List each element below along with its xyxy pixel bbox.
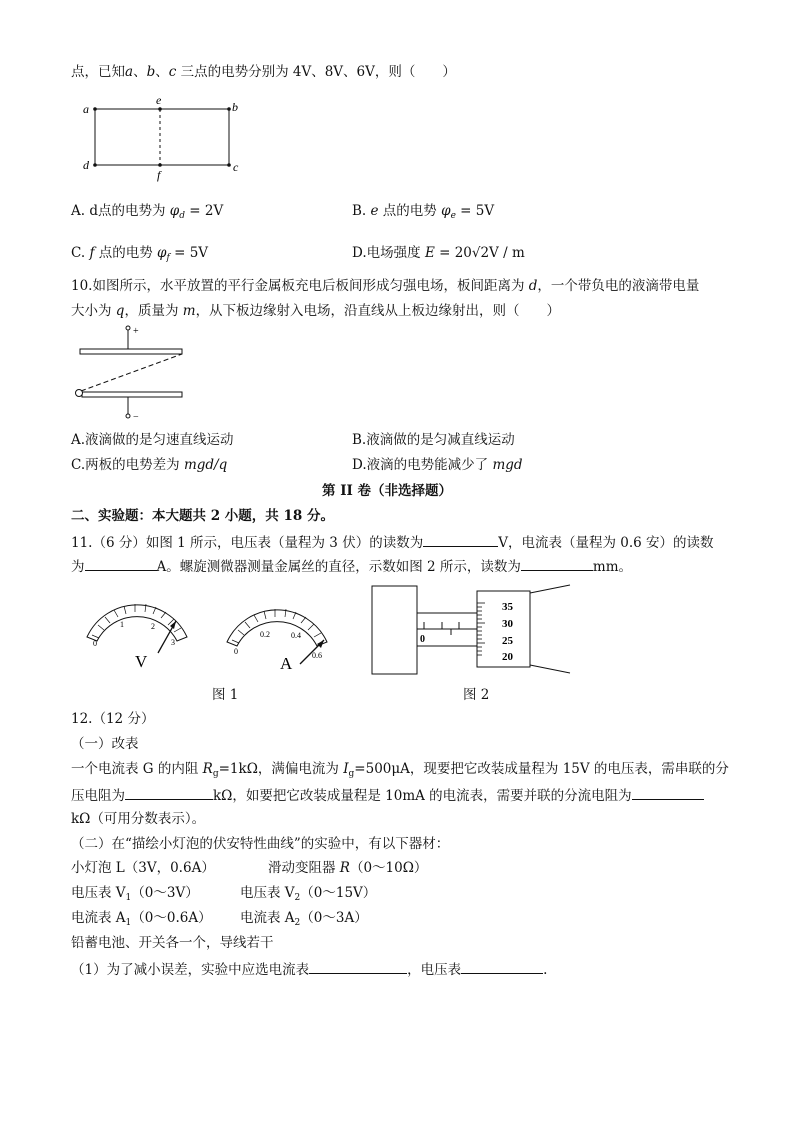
ammeter-tick-0-4: 0.4 [291, 631, 301, 640]
item-battery: 铅蓄电池、开关各一个，导线若干 [71, 935, 274, 951]
label-a: a [83, 102, 89, 116]
label-f: f [157, 168, 161, 182]
q10-option-a: A.液滴做的是匀速直线运动 [71, 432, 234, 448]
q9-option-d: D.电场强度 E = 20√2V / m [352, 245, 525, 261]
q10-option-d: D.液滴的电势能减少了 mgd [352, 457, 523, 473]
voltmeter-tick-0: 0 [93, 639, 97, 648]
answer-blank[interactable] [125, 785, 213, 800]
label-b: b [232, 100, 238, 114]
q9-stem: 点，已知a、b、c 三点的电势分别为 4V、8V、6V，则（ ） [71, 64, 456, 80]
q12-part1-title: （一）改表 [71, 736, 139, 752]
q10-option-c: C.两板的电势差为 mgd/q [71, 457, 228, 473]
ammeter-dial [220, 600, 335, 678]
q11-line1: 11.（6 分）如图 1 所示，电压表（量程为 3 伏）的读数为 V，电流表（量程为 0.6 安）的读数 [71, 532, 714, 552]
q10-stem-line2: 大小为 q，质量为 m，从下板边缘射入电场，沿直线从上板边缘射出，则（ ） [71, 303, 561, 319]
item-rheostat: 滑动变阻器 R（0～10Ω） [268, 860, 428, 876]
answer-blank[interactable] [632, 785, 704, 800]
answer-blank[interactable] [85, 556, 157, 571]
voltmeter-symbol: V [135, 652, 148, 671]
label-c: c [233, 160, 239, 174]
micrometer-scale-30: 30 [502, 618, 513, 630]
label-d: d [83, 158, 89, 172]
droplet-path [81, 354, 182, 391]
minus-sign: − [133, 412, 139, 423]
q12-subquestion-1: （1）为了减小误差，实验中应选电流表 ，电压表 . [71, 959, 547, 979]
q9-option-b: B. e 点的电势 $\varphi_e = 5V$ [352, 203, 495, 221]
q11-line2: 为 A。螺旋测微器测量金属丝的直径，示数如图 2 所示，读数为 mm。 [71, 556, 632, 576]
micrometer-figure [370, 583, 575, 678]
micrometer-thimble-bevel [530, 585, 570, 673]
label-e: e [156, 95, 162, 107]
point-b [227, 107, 231, 111]
section-title: 第 II 卷（非选择题） [322, 483, 453, 499]
point-f [158, 163, 162, 167]
micrometer-zero: 0 [420, 634, 425, 645]
q12-line1: 一个电流表 G 的内阻 $R_g=1k\Omega$，满偏电流为 $I_g=500\mu A$，现要把它改装成量程为 15V 的电压表，需串联的分 [71, 761, 729, 779]
item-voltmeter-v2: 电压表 $V_2(0\sim 15V)$ [240, 885, 377, 903]
micrometer-anvil [372, 586, 417, 674]
voltmeter-tick-2: 2 [151, 622, 155, 631]
droplet [76, 390, 83, 397]
point-a [93, 107, 97, 111]
answer-blank[interactable] [309, 959, 407, 974]
micrometer-scale-20: 20 [502, 651, 513, 663]
ammeter-tick-0-2: 0.2 [260, 630, 270, 639]
micrometer-scale-25: 25 [502, 635, 513, 647]
voltmeter-tick-1: 1 [120, 620, 124, 629]
answer-blank[interactable] [521, 556, 593, 571]
ammeter-scale-arc [227, 610, 327, 646]
section2-heading: 二、实验题：本大题共 2 小题，共 18 分。 [71, 508, 334, 524]
ammeter-symbol: A [280, 654, 293, 673]
top-terminal [126, 326, 130, 330]
voltmeter-scale-arc [87, 605, 187, 641]
q10-capacitor-figure [70, 324, 200, 424]
q9-option-a: A. d点的电势为 $\varphi_d = 2V$ [71, 203, 224, 221]
item-ammeter-a2: 电流表 $A_2(0\sim 3A)$ [240, 910, 368, 928]
lower-plate [82, 392, 182, 397]
q12-part2-title: （二）在“描绘小灯泡的伏安特性曲线”的实验中，有以下器材： [71, 836, 450, 852]
point-d [93, 163, 97, 167]
plus-sign: + [133, 326, 139, 337]
answer-blank[interactable] [461, 959, 543, 974]
item-ammeter-a1: 电流表 $A_1(0\sim 0.6A)$ [71, 910, 212, 928]
ammeter-tick-0-6: 0.6 [312, 651, 322, 660]
ammeter-tick-0: 0 [234, 647, 238, 656]
q10-option-b: B.液滴做的是匀减直线运动 [352, 432, 515, 448]
item-voltmeter-v1: 电压表 $V_1(0\sim 3V)$ [71, 885, 199, 903]
q10-stem-line1: 10.如图所示，水平放置的平行金属板充电后板间形成匀强电场，板间距离为 d，一个带负电的液滴带电量 [71, 278, 700, 294]
item-lamp: 小灯泡 L（3V，0.6A） [71, 860, 215, 876]
q12-line3: kΩ（可用分数表示）。 [71, 811, 206, 827]
q12-title: 12.（12 分） [71, 711, 155, 727]
upper-plate [80, 349, 182, 354]
q9-option-c: C. f 点的电势 $\varphi_f = 5V$ [71, 245, 209, 263]
q12-line2: 压电阻为 kΩ，如要把它改装成量程是 10mA 的电流表，需要并联的分流电阻为 [71, 785, 704, 805]
answer-blank[interactable] [423, 532, 498, 547]
figure2-caption: 图 2 [463, 687, 490, 703]
voltmeter-tick-3: 3 [171, 638, 175, 647]
voltmeter-dial [80, 595, 195, 673]
bottom-terminal [126, 414, 130, 418]
point-e [158, 107, 162, 111]
point-c [227, 163, 231, 167]
rectangle-abcd [95, 109, 229, 165]
micrometer-scale-35: 35 [502, 601, 513, 613]
figure1-caption: 图 1 [212, 687, 239, 703]
q9-rectangle-figure [78, 95, 248, 185]
